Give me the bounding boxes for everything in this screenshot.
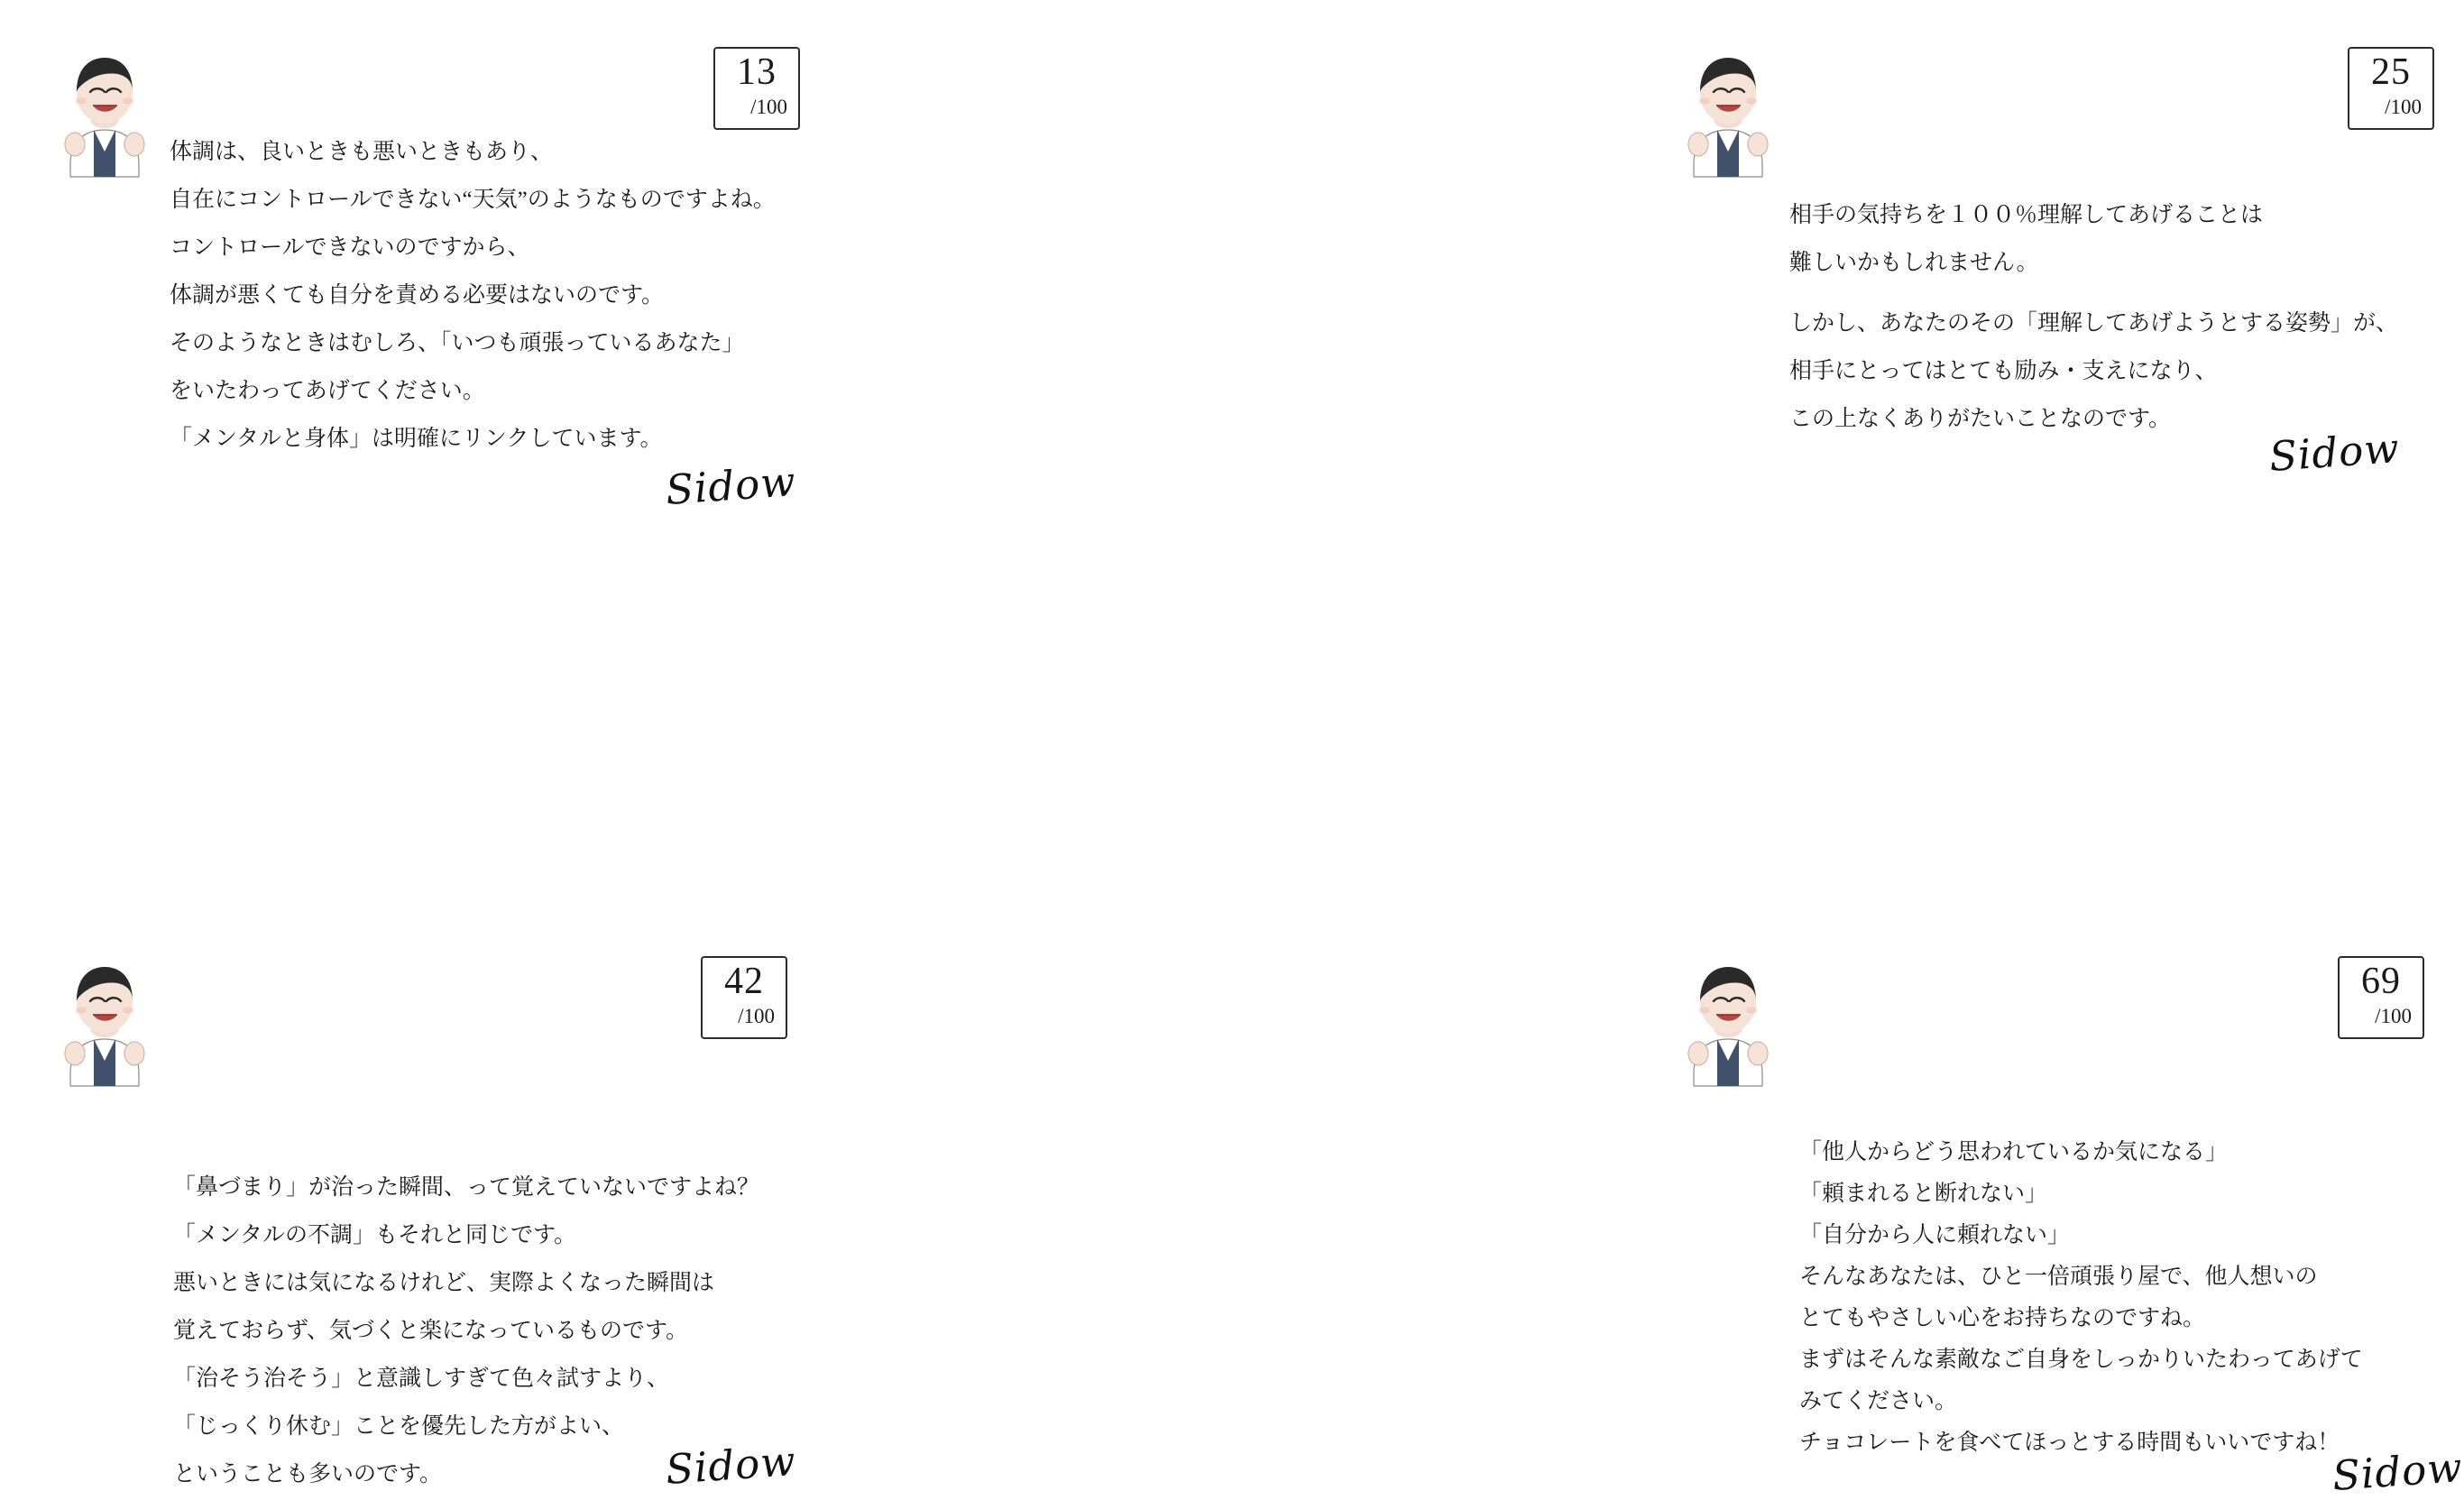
score-badge-4 bbox=[2338, 956, 2424, 1039]
message-line: をいたわってあげてください。 bbox=[170, 379, 485, 403]
signature: Sidow bbox=[664, 457, 798, 514]
message-card-1 bbox=[18, 18, 848, 523]
message-line: 「じっくり休む」ことを優先した方がよい、 bbox=[173, 1414, 625, 1439]
message-text-4 bbox=[1799, 1132, 2363, 1464]
avatar bbox=[51, 960, 159, 1086]
message-line: 「自分から人に頼れない」 bbox=[1799, 1223, 2071, 1247]
message-line: 相手の気持ちを１００％理解してあげることは bbox=[1789, 203, 2264, 227]
message-line: コントロールできないのですから、 bbox=[170, 235, 530, 260]
score-value: 25 bbox=[2371, 51, 2411, 93]
message-line: 「メンタルの不調」もそれと同じです。 bbox=[173, 1223, 577, 1247]
avatar bbox=[1674, 960, 1782, 1086]
message-card-3 bbox=[18, 523, 848, 1494]
score-badge-1 bbox=[713, 47, 800, 130]
message-line: 体調が悪くても自分を責める必要はないのです。 bbox=[170, 283, 665, 308]
score-denominator: /100 bbox=[2375, 1005, 2412, 1027]
signature: Sidow bbox=[664, 1437, 798, 1494]
message-line: 「治そう治そう」と意識しすぎて色々試すより、 bbox=[173, 1367, 670, 1391]
message-line: 自在にコントロールできない“天気”のようなものですよね。 bbox=[170, 188, 776, 212]
score-badge-3 bbox=[701, 956, 787, 1039]
message-line: 体調は、良いときも悪いときもあり、 bbox=[170, 140, 554, 164]
message-line: この上なくありがたいことなのです。 bbox=[1789, 407, 2172, 431]
message-card-4 bbox=[830, 523, 2464, 1500]
message-line: そのようなときはむしろ、「いつも頑張っているあなた」 bbox=[170, 331, 745, 355]
score-denominator: /100 bbox=[738, 1005, 775, 1027]
message-line: 悪いときには気になるけれど、実際よくなった瞬間は bbox=[173, 1271, 715, 1295]
score-denominator: /100 bbox=[750, 96, 787, 118]
message-line: 難しいかもしれません。 bbox=[1789, 251, 2039, 275]
message-line: 覚えておらず、気づくと楽になっているものです。 bbox=[173, 1319, 689, 1343]
avatar bbox=[51, 51, 159, 177]
message-line: そんなあなたは、ひと一倍頑張り屋で、他人想いの bbox=[1799, 1265, 2318, 1289]
message-line: とてもやさしい心をお持ちなのですね。 bbox=[1799, 1306, 2206, 1330]
message-line: しかし、あなたのその「理解してあげようとする姿勢」が、 bbox=[1789, 311, 2399, 336]
message-line: 「鼻づまり」が治った瞬間、って覚えていないですよね？ bbox=[173, 1175, 760, 1200]
message-line: 「他人からどう思われているか気になる」 bbox=[1799, 1140, 2229, 1164]
score-value: 69 bbox=[2361, 961, 2401, 1002]
avatar bbox=[1674, 51, 1782, 177]
message-line: 相手にとってはとても励み・支えになり、 bbox=[1789, 359, 2218, 383]
message-line: まずはそんな素敵なご自身をしっかりいたわってあげて bbox=[1799, 1348, 2363, 1372]
message-text-1 bbox=[170, 128, 776, 463]
score-badge-2 bbox=[2348, 47, 2434, 130]
signature: Sidow bbox=[2331, 1443, 2464, 1500]
message-line: 「メンタルと身体」は明確にリンクしています。 bbox=[170, 427, 663, 451]
message-card-2 bbox=[830, 18, 2422, 523]
message-spacer bbox=[1789, 287, 2398, 299]
message-line: チョコレートを食べてほっとする時間もいいですね！ bbox=[1799, 1431, 2340, 1455]
message-line: みてください。 bbox=[1799, 1389, 1958, 1413]
score-denominator: /100 bbox=[2385, 96, 2422, 118]
score-value: 13 bbox=[737, 51, 777, 93]
score-value: 42 bbox=[724, 961, 764, 1002]
message-text-2 bbox=[1789, 191, 2398, 443]
message-line: ということも多いのです。 bbox=[173, 1462, 443, 1486]
message-line: 「頼まれると断れない」 bbox=[1799, 1182, 2048, 1206]
signature: Sidow bbox=[2267, 424, 2402, 481]
